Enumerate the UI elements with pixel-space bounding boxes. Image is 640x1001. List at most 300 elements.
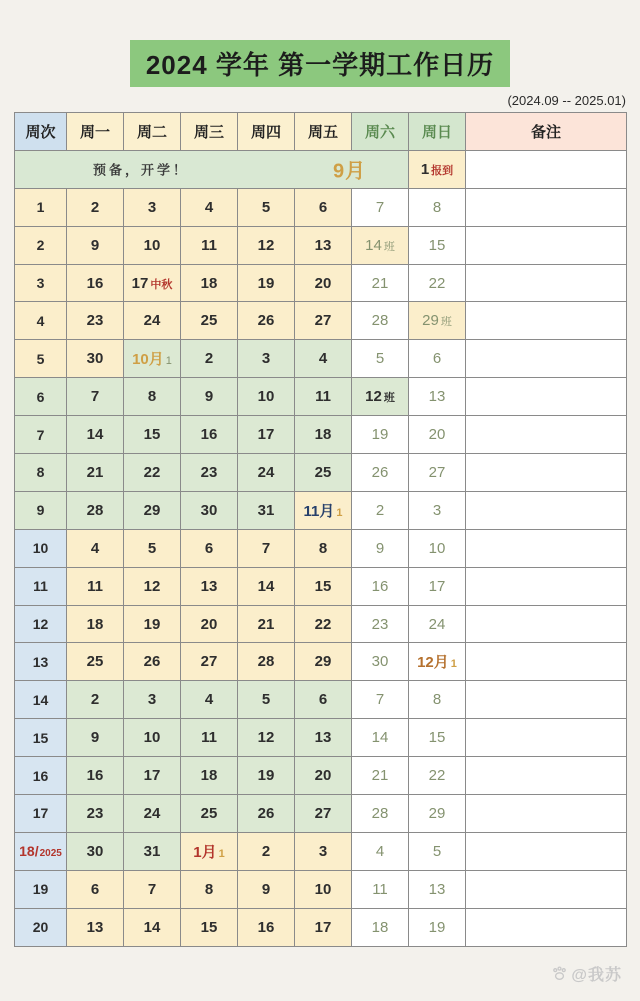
day-cell <box>295 491 352 529</box>
day-number: 3 <box>147 691 157 709</box>
day-cell <box>295 795 352 833</box>
day-cell <box>295 832 352 870</box>
day-number: 17 <box>143 767 161 785</box>
day-number: 23 <box>86 312 104 330</box>
day-number: 12月 <box>417 654 449 672</box>
day-number: 6 <box>318 198 328 216</box>
day-number: 23 <box>200 463 218 481</box>
week-number-cell <box>15 340 67 378</box>
day-cell <box>124 378 181 416</box>
day-cell <box>181 757 238 795</box>
week-row <box>15 908 627 946</box>
day-cell <box>409 226 466 264</box>
day-number: 11 <box>87 577 103 595</box>
day-cell <box>409 378 466 416</box>
day-cell <box>238 340 295 378</box>
day-cell <box>352 264 409 302</box>
week-row <box>15 340 627 378</box>
day-number: 25 <box>200 804 218 822</box>
column-header: 周五 <box>295 113 352 151</box>
day-number: 6 <box>90 880 100 898</box>
week-number-cell <box>15 643 67 681</box>
day-annotation: 班 <box>383 392 395 405</box>
day-cell <box>352 870 409 908</box>
note-cell <box>466 567 627 605</box>
day-number: 24 <box>143 804 161 822</box>
day-number: 15 <box>428 729 446 747</box>
day-number: 30 <box>86 842 104 860</box>
day-cell <box>181 832 238 870</box>
day-number: 31 <box>143 842 161 860</box>
day-cell <box>238 567 295 605</box>
day-number: 12 <box>365 388 382 406</box>
note-cell <box>466 681 627 719</box>
day-number: 10 <box>143 729 161 747</box>
day-number: 18 <box>86 615 104 633</box>
day-cell <box>238 643 295 681</box>
day-cell <box>409 491 466 529</box>
note-cell <box>466 529 627 567</box>
day-cell <box>238 832 295 870</box>
day-cell <box>295 681 352 719</box>
day-number: 16 <box>86 274 104 292</box>
day-cell <box>124 454 181 492</box>
week-number-cell <box>15 908 67 946</box>
day-cell <box>181 454 238 492</box>
day-cell <box>238 870 295 908</box>
day-cell <box>67 643 124 681</box>
day-cell <box>67 416 124 454</box>
day-cell <box>124 340 181 378</box>
day-number: 24 <box>143 312 161 330</box>
month-band-row <box>15 150 627 188</box>
day-cell <box>295 226 352 264</box>
week-row <box>15 264 627 302</box>
day-number: 13 <box>314 729 332 747</box>
day-number: 22 <box>428 767 446 785</box>
day-number: 26 <box>371 463 389 481</box>
greeting-label: 预备，开学！ <box>93 162 190 178</box>
day-cell <box>181 643 238 681</box>
day-cell <box>409 454 466 492</box>
september-band <box>15 150 409 188</box>
day-number: 2 <box>204 350 214 368</box>
day-number: 15 <box>32 729 49 746</box>
day-number: 16 <box>32 767 49 784</box>
day-cell <box>295 264 352 302</box>
day-cell <box>67 302 124 340</box>
day-cell <box>124 491 181 529</box>
day-cell <box>181 378 238 416</box>
day-number: 27 <box>314 804 332 822</box>
day-cell <box>238 719 295 757</box>
day-number: 14 <box>143 918 161 936</box>
day-number: 16 <box>200 426 218 444</box>
day-cell <box>124 832 181 870</box>
day-number: 11 <box>201 729 217 747</box>
week-row <box>15 188 627 226</box>
day-number: 13 <box>86 918 104 936</box>
day-number: 10月 <box>132 351 164 369</box>
day-number: 14 <box>86 426 104 444</box>
day-cell <box>409 340 466 378</box>
day-number: 23 <box>371 615 389 633</box>
day-cell <box>67 529 124 567</box>
note-cell <box>466 454 627 492</box>
week-row <box>15 870 627 908</box>
day-cell <box>352 302 409 340</box>
week-number-cell <box>15 529 67 567</box>
day-number: 13 <box>428 388 446 406</box>
date-range-label: (2024.09 -- 2025.01) <box>507 93 626 108</box>
day-cell <box>124 643 181 681</box>
day-cell <box>352 340 409 378</box>
day-cell <box>181 529 238 567</box>
day-number: 15 <box>200 918 218 936</box>
day-number: 9 <box>36 502 45 519</box>
day-number: 10 <box>257 388 275 406</box>
day-cell <box>409 264 466 302</box>
day-number: 7 <box>261 539 271 557</box>
day-number: 19 <box>143 615 161 633</box>
day-number: 20 <box>314 274 332 292</box>
day-number: 14 <box>257 577 275 595</box>
day-number: 16 <box>257 918 275 936</box>
day-number: 4 <box>90 539 100 557</box>
day-cell <box>295 378 352 416</box>
day-number: 12 <box>32 616 49 633</box>
week-row <box>15 757 627 795</box>
day-number: 17 <box>131 274 149 292</box>
day-number: 21 <box>371 274 389 292</box>
day-cell <box>295 416 352 454</box>
day-cell <box>124 719 181 757</box>
day-number: 30 <box>371 653 389 671</box>
day-number: 3 <box>432 501 442 519</box>
day-cell <box>409 719 466 757</box>
day-cell <box>295 757 352 795</box>
day-number: 8 <box>318 539 328 557</box>
day-number: 27 <box>314 312 332 330</box>
day-cell <box>409 681 466 719</box>
day-number: 14 <box>371 729 389 747</box>
day-cell <box>238 416 295 454</box>
day-number: 13 <box>32 653 49 670</box>
week-number-cell <box>15 416 67 454</box>
week-number-cell <box>15 302 67 340</box>
day-number: 4 <box>36 312 45 329</box>
day-cell <box>352 643 409 681</box>
note-cell <box>466 378 627 416</box>
day-cell <box>124 757 181 795</box>
day-cell <box>295 302 352 340</box>
day-number: 7 <box>36 426 45 443</box>
day-cell <box>181 605 238 643</box>
week-number-cell <box>15 188 67 226</box>
day-cell <box>67 340 124 378</box>
day-cell <box>409 567 466 605</box>
day-cell <box>352 832 409 870</box>
note-cell <box>466 264 627 302</box>
day-cell <box>67 795 124 833</box>
week-number-cell <box>15 378 67 416</box>
day-number: 19 <box>257 274 275 292</box>
day-annotation: 1 <box>450 658 457 671</box>
note-cell <box>466 832 627 870</box>
day-number: 28 <box>86 501 104 519</box>
day-number: 25 <box>200 312 218 330</box>
day-number: 9 <box>261 880 271 898</box>
day-cell <box>238 454 295 492</box>
day-number: 4 <box>318 350 328 368</box>
day-cell <box>352 719 409 757</box>
day-cell <box>181 795 238 833</box>
day-number: 30 <box>86 350 104 368</box>
day-cell <box>181 416 238 454</box>
title-bar <box>0 40 640 87</box>
page-title: 2024 学年 第一学期工作日历 <box>130 40 510 87</box>
day-number: 8 <box>432 198 442 216</box>
day-annotation: 班 <box>383 240 395 253</box>
day-number: 5 <box>36 350 45 367</box>
day-cell <box>352 226 409 264</box>
day-number: 5 <box>147 539 157 557</box>
day-annotation: 中秋 <box>150 278 173 291</box>
day-number: 15 <box>428 236 446 254</box>
day-number: 10 <box>32 540 49 557</box>
day-cell <box>181 719 238 757</box>
day-number: 18 <box>314 426 332 444</box>
day-cell <box>67 681 124 719</box>
day-cell <box>124 908 181 946</box>
day-cell <box>67 757 124 795</box>
day-number: 6 <box>36 388 45 405</box>
day-number: 11 <box>315 388 331 406</box>
week-row <box>15 226 627 264</box>
day-number: 18 <box>371 918 389 936</box>
day-cell <box>181 226 238 264</box>
week-number-cell <box>15 605 67 643</box>
day-number: 6 <box>204 539 214 557</box>
day-number: 10 <box>143 236 161 254</box>
day-cell <box>67 567 124 605</box>
day-cell <box>295 719 352 757</box>
week-row <box>15 681 627 719</box>
day-number: 15 <box>314 577 332 595</box>
day-number: 11 <box>201 236 217 254</box>
day-number: 10 <box>314 880 332 898</box>
day-cell <box>124 264 181 302</box>
day-cell <box>238 529 295 567</box>
day-cell <box>238 908 295 946</box>
note-cell <box>466 795 627 833</box>
week-number-cell <box>15 264 67 302</box>
paw-icon <box>551 965 568 982</box>
day-cell <box>238 226 295 264</box>
day-cell <box>352 681 409 719</box>
day-number: 9 <box>204 388 214 406</box>
day-number: 26 <box>257 804 275 822</box>
note-cell <box>466 870 627 908</box>
week-number-cell <box>15 491 67 529</box>
day-cell <box>352 757 409 795</box>
day-cell <box>409 795 466 833</box>
day-annotation: 1 <box>218 847 225 860</box>
column-header: 周六 <box>352 113 409 151</box>
day-number: 13 <box>428 880 446 898</box>
day-number: 18 <box>200 767 218 785</box>
day-cell <box>238 302 295 340</box>
day-annotation: 报到 <box>431 164 454 177</box>
day-number: 20 <box>314 767 332 785</box>
day-number: 4 <box>204 691 214 709</box>
week-row <box>15 795 627 833</box>
week-number-cell <box>15 681 67 719</box>
day-cell <box>67 870 124 908</box>
day-number: 6 <box>318 691 328 709</box>
day-number: 16 <box>86 767 104 785</box>
day-number: 7 <box>375 691 385 709</box>
note-cell <box>466 757 627 795</box>
day-cell <box>67 491 124 529</box>
week-number-cell <box>15 454 67 492</box>
day-cell <box>295 567 352 605</box>
day-cell <box>238 378 295 416</box>
day-number: 1 <box>36 199 45 216</box>
day-number: 10 <box>428 539 446 557</box>
note-cell <box>466 340 627 378</box>
day-number: 7 <box>90 388 100 406</box>
note-cell <box>466 226 627 264</box>
column-header: 周四 <box>238 113 295 151</box>
day-number: 24 <box>428 615 446 633</box>
day-number: 27 <box>428 463 446 481</box>
note-cell <box>466 643 627 681</box>
day-number: 4 <box>375 842 385 860</box>
day-number: 26 <box>143 653 161 671</box>
day-number: 23 <box>86 804 104 822</box>
day-number: 20 <box>200 615 218 633</box>
day-number: 28 <box>257 653 275 671</box>
day-number: 5 <box>261 691 271 709</box>
day-number: 17 <box>32 805 49 822</box>
day-cell <box>238 491 295 529</box>
week-number-cell <box>15 567 67 605</box>
day-cell <box>352 567 409 605</box>
watermark <box>551 962 622 985</box>
week-row <box>15 643 627 681</box>
note-cell <box>466 719 627 757</box>
day-cell <box>352 795 409 833</box>
column-header: 周三 <box>181 113 238 151</box>
day-number: 19 <box>428 918 446 936</box>
day-number: 14 <box>32 691 49 708</box>
day-cell <box>409 188 466 226</box>
day-number: 2 <box>375 501 385 519</box>
day-number: 1 <box>420 160 430 178</box>
day-cell <box>181 302 238 340</box>
day-number: 19 <box>257 767 275 785</box>
day-number: 9 <box>90 236 100 254</box>
day-number: 5 <box>261 198 271 216</box>
day-cell <box>67 605 124 643</box>
day-cell <box>295 870 352 908</box>
week-number-cell <box>15 870 67 908</box>
day-cell <box>295 340 352 378</box>
day-cell <box>124 870 181 908</box>
day-cell <box>181 870 238 908</box>
week-row <box>15 454 627 492</box>
day-cell <box>181 264 238 302</box>
day-cell <box>124 529 181 567</box>
day-cell <box>238 757 295 795</box>
day-number: 22 <box>143 463 161 481</box>
day-number: 18 <box>200 274 218 292</box>
day-cell <box>124 567 181 605</box>
day-number: 29 <box>422 312 439 330</box>
column-header: 备注 <box>466 113 627 151</box>
week-row <box>15 378 627 416</box>
day-number: 8 <box>204 880 214 898</box>
day-number: 2 <box>90 198 100 216</box>
day-cell <box>409 643 466 681</box>
day-number: 9 <box>90 729 100 747</box>
day-cell <box>295 529 352 567</box>
day-cell <box>409 150 466 188</box>
day-cell <box>352 188 409 226</box>
day-cell <box>295 454 352 492</box>
day-number: 29 <box>428 804 446 822</box>
watermark-text: @我苏 <box>571 967 622 984</box>
week-row <box>15 567 627 605</box>
week-number-cell <box>15 832 67 870</box>
day-cell <box>238 681 295 719</box>
day-cell <box>124 795 181 833</box>
note-cell <box>466 491 627 529</box>
day-number: 8 <box>36 464 45 481</box>
day-number: 30 <box>200 501 218 519</box>
note-cell <box>466 416 627 454</box>
day-cell <box>409 832 466 870</box>
month-label: 9月 <box>333 160 367 183</box>
calendar-table <box>14 112 627 947</box>
day-annotation: 1 <box>165 355 172 368</box>
day-number: 12 <box>257 236 275 254</box>
day-cell <box>181 491 238 529</box>
note-cell <box>466 302 627 340</box>
day-annotation: 1 <box>336 506 343 519</box>
note-cell <box>466 188 627 226</box>
day-number: 5 <box>432 842 442 860</box>
week-number-cell <box>15 226 67 264</box>
day-number: 2 <box>261 842 271 860</box>
week-row <box>15 832 627 870</box>
day-cell <box>181 340 238 378</box>
note-cell <box>466 908 627 946</box>
day-cell <box>352 908 409 946</box>
day-number: 25 <box>314 463 332 481</box>
week-row <box>15 605 627 643</box>
week-number-cell <box>15 719 67 757</box>
week-row <box>15 491 627 529</box>
note-cell <box>466 605 627 643</box>
day-cell <box>67 226 124 264</box>
day-cell <box>238 188 295 226</box>
day-number: 21 <box>257 615 275 633</box>
day-cell <box>238 605 295 643</box>
day-cell <box>181 908 238 946</box>
day-number: 27 <box>200 653 218 671</box>
